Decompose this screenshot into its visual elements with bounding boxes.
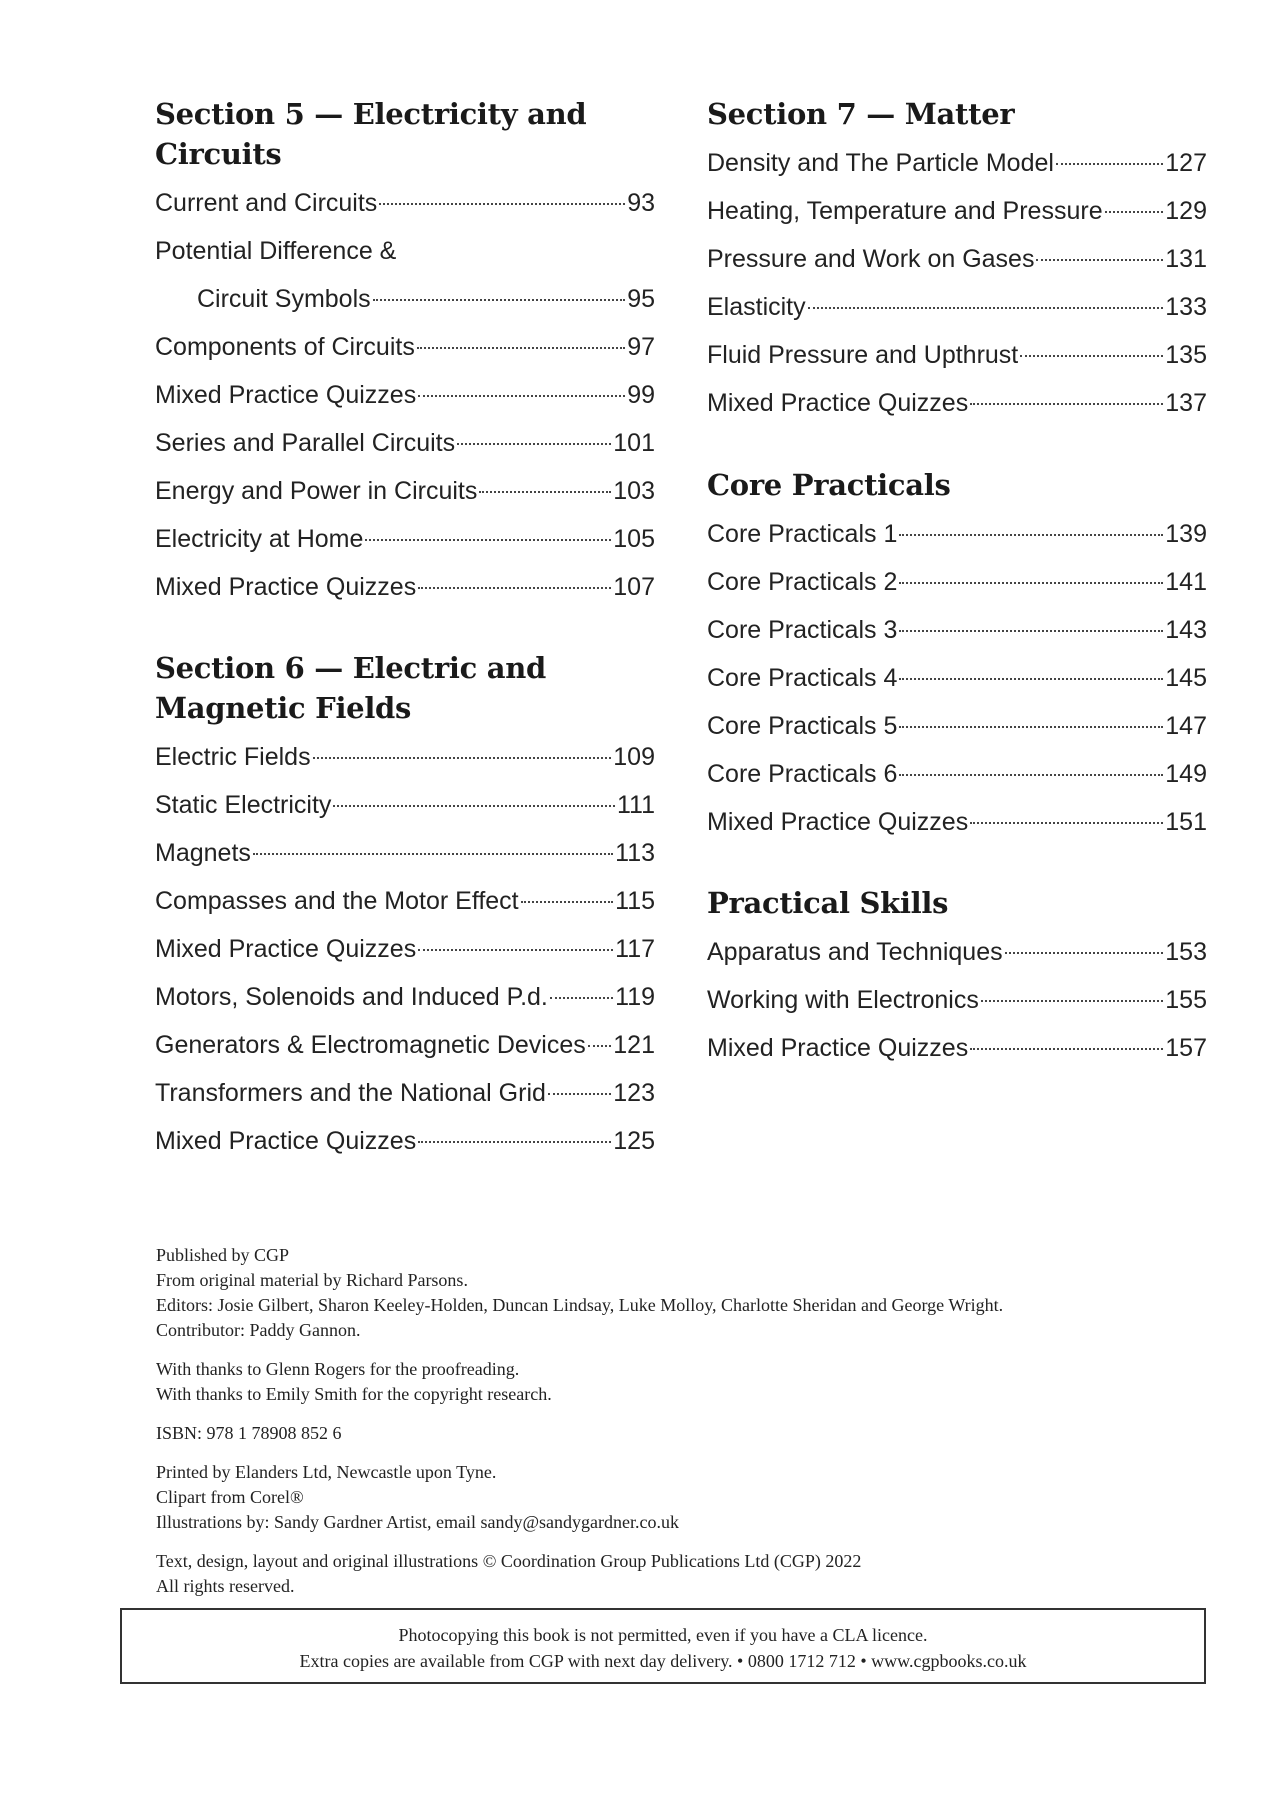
section-heading-line: Section 7 — Matter	[707, 97, 1015, 131]
dot-leader	[365, 539, 611, 541]
dot-leader	[970, 403, 1163, 405]
entry-page-number: 111	[616, 791, 655, 819]
entry-title: Core Practicals 4	[707, 664, 898, 692]
credits-line: Published by CGP	[156, 1245, 290, 1265]
dot-leader	[899, 534, 1163, 536]
toc-entry[interactable]	[707, 187, 1207, 235]
credits	[156, 1243, 1003, 1613]
entry-page-number: 109	[613, 743, 655, 771]
toc-entry[interactable]	[707, 798, 1207, 846]
entry-page-number: 155	[1165, 986, 1207, 1014]
entry-page-number: 119	[615, 983, 655, 1011]
dot-leader	[479, 491, 611, 493]
entry-page-number: 135	[1165, 341, 1207, 369]
entry-page-number: 113	[615, 839, 655, 867]
section-heading-line: Section 6 — Electric and	[155, 651, 546, 685]
entry-page-number: 141	[1165, 568, 1207, 596]
dot-leader	[418, 587, 611, 589]
toc-entry[interactable]	[707, 283, 1207, 331]
entry-page-number: 97	[627, 333, 655, 361]
credits-group	[156, 1357, 1003, 1407]
entry-page-number: 121	[613, 1031, 655, 1059]
credits-line: All rights reserved.	[156, 1576, 295, 1596]
entry-page-number: 137	[1165, 389, 1207, 417]
entry-page-number: 147	[1165, 712, 1207, 740]
toc-entry[interactable]	[155, 1069, 655, 1117]
entry-title: Series and Parallel Circuits	[155, 429, 456, 457]
toc-entry[interactable]	[707, 654, 1207, 702]
dot-leader	[418, 395, 625, 397]
entry-title: Mixed Practice Quizzes	[155, 381, 417, 409]
toc-entry[interactable]	[155, 829, 655, 877]
dot-leader	[1105, 211, 1164, 213]
toc-practical-skills	[707, 883, 1207, 1072]
entry-title: Apparatus and Techniques	[707, 938, 1003, 966]
credits-line: ISBN: 978 1 78908 852 6	[156, 1423, 342, 1443]
dot-leader	[899, 726, 1163, 728]
entry-title: Mixed Practice Quizzes	[155, 935, 417, 963]
entry-title: Working with Electronics	[707, 986, 979, 1014]
entry-page-number: 127	[1165, 149, 1207, 177]
entry-title: Current and Circuits	[155, 189, 378, 217]
entry-title: Static Electricity	[155, 791, 332, 819]
toc-section-7	[707, 94, 1207, 427]
dot-leader	[899, 774, 1163, 776]
dot-leader	[333, 805, 615, 807]
entry-title: Heating, Temperature and Pressure	[707, 197, 1103, 225]
toc-entry[interactable]	[155, 515, 655, 563]
toc-entry[interactable]	[707, 379, 1207, 427]
entry-title: Potential Difference &	[155, 237, 397, 265]
entry-page-number: 149	[1165, 760, 1207, 788]
section-heading-line: Circuits	[155, 137, 282, 171]
section-heading	[707, 883, 1207, 923]
entry-page-number: 125	[613, 1127, 655, 1155]
credits-line: Text, design, layout and original illustrations © Coordination Group Publications Ltd (CGP) 2022	[156, 1551, 862, 1571]
notice-line-1: Photocopying this book is not permitted, even if you have a CLA licence.	[398, 1625, 928, 1645]
dot-leader	[899, 678, 1163, 680]
entry-title: Components of Circuits	[155, 333, 415, 361]
section-heading-line: Section 5 — Electricity and	[155, 97, 587, 131]
entry-page-number: 133	[1165, 293, 1207, 321]
entry-title: Core Practicals 1	[707, 520, 898, 548]
dot-leader	[1056, 163, 1163, 165]
photocopy-notice-box	[120, 1608, 1206, 1684]
dot-leader	[981, 1000, 1163, 1002]
credits-line: Printed by Elanders Ltd, Newcastle upon Tyne.	[156, 1462, 497, 1482]
dot-leader	[588, 1045, 612, 1047]
toc-core-practicals	[707, 465, 1207, 846]
entry-page-number: 153	[1165, 938, 1207, 966]
credits-line: Clipart from Corel®	[156, 1487, 304, 1507]
dot-leader	[1020, 355, 1163, 357]
credits-group	[156, 1421, 1003, 1446]
credits-line: With thanks to Glenn Rogers for the proofreading.	[156, 1359, 520, 1379]
entry-title: Core Practicals 5	[707, 712, 898, 740]
notice-line-2: Extra copies are available from CGP with next day delivery. • 0800 1712 712 • www.cgpbooks.co.uk	[299, 1651, 1027, 1671]
entry-title: Mixed Practice Quizzes	[155, 573, 417, 601]
entry-page-number: 145	[1165, 664, 1207, 692]
toc-entry[interactable]	[155, 419, 655, 467]
dot-leader	[313, 757, 612, 759]
dot-leader	[418, 949, 613, 951]
entry-title: Mixed Practice Quizzes	[707, 1034, 969, 1062]
entry-title: Fluid Pressure and Upthrust	[707, 341, 1019, 369]
entry-title: Electricity at Home	[155, 525, 364, 553]
entry-page-number: 115	[615, 887, 655, 915]
dot-leader	[548, 1093, 611, 1095]
dot-leader	[1036, 259, 1163, 261]
entry-page-number: 151	[1165, 808, 1207, 836]
toc-entry[interactable]	[707, 928, 1207, 976]
section-heading-line: Magnetic Fields	[155, 691, 412, 725]
entry-title: Mixed Practice Quizzes	[155, 1127, 417, 1155]
entry-page-number: 117	[615, 935, 655, 963]
credits-line: Illustrations by: Sandy Gardner Artist, email sandy@sandygardner.co.uk	[156, 1512, 679, 1532]
credits-line: Contributor: Paddy Gannon.	[156, 1320, 361, 1340]
toc-entry[interactable]	[707, 558, 1207, 606]
dot-leader	[970, 822, 1163, 824]
entry-page-number: 103	[613, 477, 655, 505]
entry-page-number: 123	[613, 1079, 655, 1107]
toc-entry[interactable]	[707, 702, 1207, 750]
entry-page-number: 93	[627, 189, 655, 217]
section-heading	[155, 94, 655, 174]
toc-entry[interactable]	[155, 467, 655, 515]
dot-leader	[899, 582, 1163, 584]
dot-leader	[379, 203, 625, 205]
toc-entry[interactable]	[155, 1117, 655, 1165]
entry-title: Mixed Practice Quizzes	[707, 389, 969, 417]
entry-title: Motors, Solenoids and Induced P.d.	[155, 983, 548, 1011]
toc-section-5	[155, 94, 655, 611]
entry-title: Density and The Particle Model	[707, 149, 1054, 177]
dot-leader	[550, 997, 613, 999]
entry-page-number: 139	[1165, 520, 1207, 548]
entry-title: Core Practicals 3	[707, 616, 898, 644]
entry-title: Energy and Power in Circuits	[155, 477, 478, 505]
toc-entry[interactable]	[707, 139, 1207, 187]
toc-entry[interactable]	[155, 925, 655, 973]
credits-group	[156, 1460, 1003, 1535]
entry-page-number: 129	[1165, 197, 1207, 225]
entry-title: Electric Fields	[155, 743, 311, 771]
credits-line: With thanks to Emily Smith for the copyright research.	[156, 1384, 552, 1404]
entry-page-number: 157	[1165, 1034, 1207, 1062]
toc-entry[interactable]	[155, 1021, 655, 1069]
toc-entry[interactable]	[707, 510, 1207, 558]
entry-title: Pressure and Work on Gases	[707, 245, 1035, 273]
toc-entry[interactable]	[155, 179, 655, 227]
entry-title: Magnets	[155, 839, 251, 867]
credits-line: From original material by Richard Parsons.	[156, 1270, 468, 1290]
entry-page-number: 131	[1165, 245, 1207, 273]
entry-title: Core Practicals 6	[707, 760, 898, 788]
credits-group	[156, 1243, 1003, 1343]
dot-leader	[521, 901, 614, 903]
dot-leader	[808, 307, 1164, 309]
toc-entry[interactable]	[707, 976, 1207, 1024]
toc-entry[interactable]	[155, 563, 655, 611]
entry-page-number: 143	[1165, 616, 1207, 644]
dot-leader	[970, 1048, 1163, 1050]
entry-page-number: 101	[613, 429, 655, 457]
section-heading	[155, 648, 655, 728]
toc-entry[interactable]	[707, 235, 1207, 283]
toc-entry[interactable]	[155, 323, 655, 371]
toc-entry[interactable]	[155, 733, 655, 781]
section-heading	[707, 94, 1207, 134]
entry-title: Generators & Electromagnetic Devices	[155, 1031, 586, 1059]
toc-entry[interactable]	[155, 371, 655, 419]
dot-leader	[373, 299, 626, 301]
dot-leader	[899, 630, 1163, 632]
toc-entry[interactable]	[155, 781, 655, 829]
toc-entry[interactable]	[707, 1024, 1207, 1072]
dot-leader	[1005, 952, 1164, 954]
toc-entry[interactable]	[707, 331, 1207, 379]
dot-leader	[253, 853, 613, 855]
entry-page-number: 107	[613, 573, 655, 601]
section-heading-line: Practical Skills	[707, 886, 949, 920]
entry-title: Transformers and the National Grid	[155, 1079, 546, 1107]
toc-entry[interactable]	[155, 877, 655, 925]
toc-entry[interactable]	[155, 227, 655, 275]
toc-entry[interactable]	[155, 973, 655, 1021]
toc-entry[interactable]	[155, 275, 655, 323]
toc-entry[interactable]	[707, 606, 1207, 654]
entry-title: Mixed Practice Quizzes	[707, 808, 969, 836]
entry-page-number: 99	[627, 381, 655, 409]
entry-page-number: 95	[627, 285, 655, 313]
dot-leader	[418, 1141, 611, 1143]
entry-title: Core Practicals 2	[707, 568, 898, 596]
entry-title: Elasticity	[707, 293, 806, 321]
section-heading-line: Core Practicals	[707, 468, 951, 502]
toc-section-6	[155, 648, 655, 1165]
dot-leader	[457, 443, 611, 445]
entry-page-number: 105	[613, 525, 655, 553]
section-heading	[707, 465, 1207, 505]
toc-entry[interactable]	[707, 750, 1207, 798]
dot-leader	[417, 347, 625, 349]
entry-title: Compasses and the Motor Effect	[155, 887, 519, 915]
entry-title: Circuit Symbols	[197, 285, 371, 313]
credits-line: Editors: Josie Gilbert, Sharon Keeley-Holden, Duncan Lindsay, Luke Molloy, Charlotte Sheridan and George Wright.	[156, 1295, 1004, 1315]
credits-group	[156, 1549, 1003, 1599]
